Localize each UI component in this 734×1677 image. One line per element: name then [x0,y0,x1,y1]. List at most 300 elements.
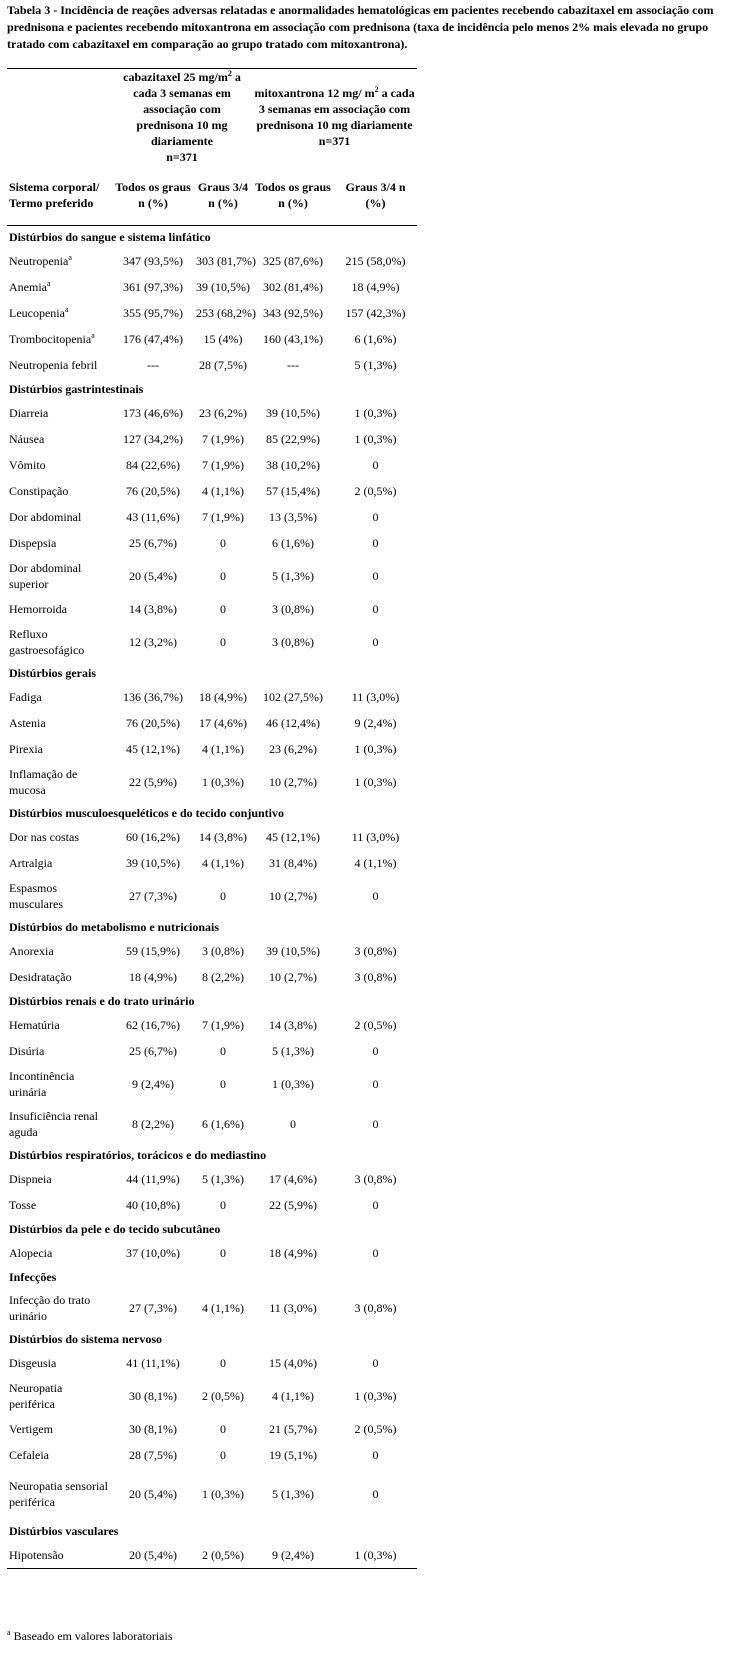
table-row [7,530,417,556]
value-cell: 2 (0,5%) [194,1542,252,1569]
value-cell: 9 (2,4%) [132,1077,174,1091]
column-header-grade34-2: Graus 3/4 n (%) [334,165,417,226]
term-text: Neutropenia febril [9,358,98,372]
arm2-sup: 2 [374,85,379,94]
term-text: Neutropenia [9,254,69,268]
term-text: Cefaleia [9,1448,49,1462]
value-cell: 39 (10,5%) [126,856,180,870]
value-cell: 173 (46,6%) [123,406,183,420]
arm1-sup: 2 [227,69,232,78]
category-row [7,802,417,824]
value-cell: 0 [220,569,226,583]
term-cell [7,736,112,762]
table-row [7,326,417,352]
value-cell: 4 (1,1%) [202,856,244,870]
value-cell: 28 (7,5%) [199,358,247,372]
term-cell [7,530,112,556]
value-cell: 0 [372,1448,379,1462]
term-cell [7,452,112,478]
category-row [7,1328,417,1350]
value-cell: 18 (4,9%) [199,690,247,704]
value-cell: 9 (2,4%) [252,1542,334,1569]
table-row [7,352,417,378]
value-cell: 84 (22,6%) [126,458,180,472]
term-text: Fadiga [9,690,42,704]
value-cell: 3 (0,8%) [354,1172,397,1186]
value-cell: 62 (16,7%) [126,1018,180,1032]
table-row [7,1240,417,1266]
table-row [7,504,417,530]
category-row [7,990,417,1012]
term-text: Constipação [9,484,69,498]
value-cell: 0 [372,1356,379,1370]
term-cell [7,274,112,300]
value-cell: 0 [220,889,226,903]
value-cell: 15 (4%) [203,332,243,346]
term-text: Artralgia [9,856,53,870]
value-cell: 302 (81,4%) [263,280,323,294]
value-cell: 39 (10,5%) [266,944,320,958]
category-label: Distúrbios renais e do trato urinário [9,994,195,1008]
table-row [7,1038,417,1064]
category-label: Distúrbios gerais [9,666,96,680]
category-row [7,1266,417,1288]
value-cell: 5 (1,3%) [354,358,397,372]
value-cell: 4 (1,1%) [202,1301,244,1315]
value-cell: 6 (1,6%) [354,332,397,346]
category-label: Distúrbios do sangue e sistema linfático [9,230,211,244]
value-cell: 361 (97,3%) [123,280,183,294]
value-cell: 3 (0,8%) [272,602,314,616]
category-label: Distúrbios da pele e do tecido subcutâneo [9,1222,221,1236]
category-label: Distúrbios respiratórios, torácicos e do mediastino [9,1148,267,1162]
table-row [7,1442,417,1468]
value-cell: 60 (16,2%) [126,830,180,844]
value-cell: 0 [372,635,379,649]
category-row [7,226,417,249]
term-text: Disgeusia [9,1356,57,1370]
value-cell: 40 (10,8%) [126,1198,180,1212]
value-cell: 0 [372,458,379,472]
value-cell: 343 (92,5%) [263,306,323,320]
term-text: Náusea [9,432,45,446]
category-row [7,662,417,684]
value-cell: 8 (2,2%) [202,970,244,984]
value-cell: 14 (3,8%) [129,602,177,616]
value-cell: 27 (7,3%) [129,889,177,903]
value-cell: 0 [372,1044,379,1058]
term-cell [7,326,112,352]
value-cell: 30 (8,1%) [129,1422,177,1436]
term-cell [7,938,112,964]
term-cell [7,1064,112,1104]
value-cell: 0 [372,510,379,524]
term-text: Vômito [9,458,46,472]
value-cell: 1 (0,3%) [202,775,244,789]
table-row [7,736,417,762]
value-cell: 0 [220,1246,226,1260]
term-cell [7,824,112,850]
term-text: Dor abdominal [9,510,82,524]
table-row [7,596,417,622]
value-cell: 0 [220,1044,226,1058]
term-cell [7,1542,112,1569]
column-header-all-grades-1: Todos os graus n (%) [112,165,194,226]
value-cell: 4 (1,1%) [202,484,244,498]
value-cell: 355 (95,7%) [123,306,183,320]
value-cell: 5 (1,3%) [272,1487,314,1501]
category-row [7,1218,417,1240]
term-cell [7,684,112,710]
value-cell: 4 (1,1%) [202,742,244,756]
category-row [7,1520,417,1542]
value-cell: 10 (2,7%) [269,775,317,789]
value-cell: 43 (11,6%) [126,510,180,524]
value-cell: 23 (6,2%) [269,742,317,756]
value-cell: 3 (0,8%) [354,970,397,984]
term-cell [7,1240,112,1266]
column-header-term: Sistema corporal/ Termo preferido [7,165,112,226]
value-cell: 2 (0,5%) [354,1018,397,1032]
term-text: Neuropatia sensorial periférica [9,1479,108,1509]
term-text: Desidratação [9,970,72,984]
value-cell: 0 [220,1422,226,1436]
value-cell: 76 (20,5%) [126,484,180,498]
footnote-sup: a [7,1628,11,1637]
value-cell: 7 (1,9%) [202,1018,244,1032]
term-text: Inflamação de mucosa [9,767,78,797]
arm-header-mitoxantrona [252,69,417,166]
value-cell: 102 (27,5%) [263,690,323,704]
value-cell: 12 (3,2%) [129,635,177,649]
arm1-line2: a cada 3 semanas em associação com prednisona 10 mg diariamente [133,70,241,148]
value-cell: 17 (4,6%) [269,1172,317,1186]
table-row [7,400,417,426]
table-row [7,1416,417,1442]
term-text: Diarreia [9,406,49,420]
term-cell [7,1468,112,1520]
value-cell: 160 (43,1%) [263,332,323,346]
table-row [7,1376,417,1416]
value-cell: 0 [372,1487,379,1501]
value-cell: 0 [372,1246,379,1260]
adverse-reactions-table [7,68,417,1569]
category-row [7,916,417,938]
term-text: Vertigem [9,1422,53,1436]
value-cell: 0 [220,602,226,616]
term-text: Anorexia [9,944,54,958]
term-cell [7,876,112,916]
term-footnote-marker: a [91,331,95,340]
value-cell: 46 (12,4%) [266,716,320,730]
value-cell: 0 [220,1356,226,1370]
term-cell [7,762,112,802]
value-cell: 22 (5,9%) [269,1198,317,1212]
term-text: Neuropatia periférica [9,1381,63,1411]
term-cell [7,504,112,530]
arm1-n: n=371 [166,150,198,164]
term-cell [7,1166,112,1192]
value-cell: 0 [372,569,379,583]
term-cell [7,964,112,990]
value-cell: 85 (22,9%) [266,432,320,446]
term-text: Dor abdominal superior [9,561,82,591]
value-cell: 215 (58,0%) [345,254,406,268]
arm-header-cabazitaxel [112,69,252,166]
value-cell: 10 (2,7%) [269,889,317,903]
term-text: Refluxo gastroesofágico [9,627,85,657]
value-cell: 325 (87,6%) [263,254,323,268]
value-cell: 5 (1,3%) [272,569,314,583]
footnote-text: Baseado em valores laboratoriais [10,1629,173,1643]
table-footnote [7,1628,173,1644]
value-cell: 6 (1,6%) [202,1117,244,1131]
arm2-n: n=371 [318,134,351,148]
value-cell: 27 (7,3%) [129,1301,177,1315]
value-cell: 31 (8,4%) [269,856,317,870]
value-cell: 0 [372,536,379,550]
value-cell: 14 (3,8%) [269,1018,317,1032]
table-row [7,478,417,504]
table-row [7,1350,417,1376]
table-row [7,1542,417,1569]
value-cell: 20 (5,4%) [129,569,177,583]
term-text: Espasmos musculares [9,881,63,911]
term-cell [7,1376,112,1416]
value-cell: 7 (1,9%) [202,458,244,472]
table-row [7,964,417,990]
term-cell [7,400,112,426]
table-row [7,1012,417,1038]
value-cell: 19 (5,1%) [269,1448,317,1462]
arm-header-row [7,69,417,166]
value-cell: 253 (68,2%) [196,306,256,320]
term-text: Tosse [9,1198,37,1212]
table-row [7,426,417,452]
table-row [7,1104,417,1144]
table-row [7,556,417,596]
value-cell: 0 [220,1077,226,1091]
term-text: Trombocitopenia [9,332,92,346]
term-text: Hipotensão [9,1548,64,1562]
value-cell: 1 (0,3%) [202,1487,244,1501]
term-cell [7,1192,112,1218]
category-label: Distúrbios vasculares [9,1524,119,1538]
term-cell [7,248,112,274]
term-text: Dor nas costas [9,830,79,844]
value-cell: 5 (1,3%) [272,1044,314,1058]
value-cell: 17 (4,6%) [199,716,247,730]
term-cell [7,1288,112,1328]
category-row [7,1144,417,1166]
term-text: Anemia [9,280,47,294]
term-cell [7,556,112,596]
value-cell: 1 (0,3%) [354,1389,397,1403]
column-header-row [7,165,417,226]
value-cell: --- [287,358,299,372]
table-caption-text: - Incidência de reações adversas relatadas e anormalidades hematológicas em pacientes recebendo cabazitaxel em associação com prednisona e pacientes recebendo mitoxantrona em associação com prednisona (taxa de incidência pelo menos 2% mais elevada no grupo tratado com cabazitaxel em comparação ao grupo tratado com mitoxantrona). [7,3,714,51]
value-cell: --- [147,358,159,372]
term-cell [7,352,112,378]
value-cell: 11 (3,0%) [351,830,400,844]
term-cell [7,1104,112,1144]
value-cell: 2 (0,5%) [354,1422,397,1436]
value-cell: 0 [372,602,379,616]
arm2-line1: mitoxantrona 12 mg/ m [254,86,375,100]
category-row [7,378,417,400]
table-row [7,824,417,850]
category-label: Distúrbios do metabolismo e nutricionais [9,920,220,934]
value-cell: 25 (6,7%) [129,536,177,550]
table-row [7,938,417,964]
value-cell: 3 (0,8%) [202,944,244,958]
value-cell: 6 (1,6%) [272,536,314,550]
term-footnote-marker: a [64,305,69,314]
value-cell: 2 (0,5%) [354,484,397,498]
value-cell: 1 (0,3%) [272,1077,314,1091]
value-cell: 4 (1,1%) [272,1389,314,1403]
value-cell: 18 (4,9%) [129,970,177,984]
value-cell: 9 (2,4%) [354,716,397,730]
term-text: Pirexia [9,742,43,756]
value-cell: 8 (2,2%) [132,1117,174,1131]
term-cell [7,1350,112,1376]
category-label: Distúrbios do sistema nervoso [9,1332,163,1346]
value-cell: 1 (0,3%) [354,406,397,420]
value-cell: 1 (0,3%) [354,432,397,446]
value-cell: 0 [372,1077,379,1091]
value-cell: 3 (0,8%) [354,1301,397,1315]
value-cell: 127 (34,2%) [123,432,183,446]
column-header-grade34-1: Graus 3/4 n (%) [194,165,252,226]
table-row [7,850,417,876]
table-row [7,876,417,916]
value-cell: 2 (0,5%) [202,1389,244,1403]
table-row [7,248,417,274]
value-cell: 7 (1,9%) [202,510,244,524]
value-cell: 59 (15,9%) [126,944,180,958]
value-cell: 0 [220,536,226,550]
value-cell: 18 (4,9%) [351,280,400,294]
table-row [7,274,417,300]
value-cell: 21 (5,7%) [269,1422,317,1436]
value-cell: 44 (11,9%) [126,1172,180,1186]
term-text: Astenia [9,716,46,730]
value-cell: 76 (20,5%) [126,716,180,730]
value-cell: 45 (12,1%) [266,830,320,844]
value-cell: 7 (1,9%) [202,432,244,446]
value-cell: 5 (1,3%) [202,1172,244,1186]
value-cell: 0 [372,889,379,903]
term-footnote-marker: a [47,279,51,288]
value-cell: 0 [220,1448,226,1462]
value-cell: 0 [220,635,226,649]
term-cell [7,1012,112,1038]
value-cell: 37 (10,0%) [126,1246,180,1260]
table-caption [7,2,731,53]
value-cell: 1 (0,3%) [354,775,397,789]
value-cell: 0 [372,1198,379,1212]
value-cell: 11 (3,0%) [269,1301,317,1315]
term-cell [7,850,112,876]
arm2-line2: a cada 3 semanas em associação com prednisona 10 mg diariamente [256,86,415,132]
value-cell: 303 (81,7%) [196,254,256,268]
table-row [7,1166,417,1192]
value-cell: 4 (1,1%) [354,856,397,870]
term-cell [7,710,112,736]
table-row [7,1468,417,1520]
value-cell: 0 [372,1117,379,1131]
value-cell: 57 (15,4%) [266,484,320,498]
value-cell: 3 (0,8%) [354,944,397,958]
term-cell [7,478,112,504]
value-cell: 0 [290,1117,296,1131]
term-text: Leucopenia [9,306,65,320]
table-row [7,1288,417,1328]
column-header-all-grades-2: Todos os graus n (%) [252,165,334,226]
value-cell: 176 (47,4%) [123,332,183,346]
value-cell: 347 (93,5%) [123,254,183,268]
value-cell: 39 (10,5%) [266,406,320,420]
term-text: Alopecia [9,1246,53,1260]
category-label: Distúrbios musculoesqueléticos e do tecido conjuntivo [9,806,285,820]
value-cell: 23 (6,2%) [199,406,247,420]
value-cell: 10 (2,7%) [269,970,317,984]
term-cell [7,1442,112,1468]
table-row [7,710,417,736]
value-cell: 14 (3,8%) [199,830,247,844]
category-label: Infecções [9,1270,57,1284]
term-text: Infecção do trato urinário [9,1293,91,1323]
value-cell: 157 (42,3%) [345,306,406,320]
term-text: Incontinência urinária [9,1069,75,1099]
value-cell: 30 (8,1%) [129,1389,177,1403]
value-cell: 15 (4,0%) [269,1356,317,1370]
value-cell: 45 (12,1%) [126,742,180,756]
term-text: Insuficiência renal aguda [9,1109,98,1139]
term-cell [7,622,112,662]
value-cell: 11 (3,0%) [351,690,400,704]
table-row [7,762,417,802]
term-text: Dispneia [9,1172,52,1186]
term-cell [7,426,112,452]
table-row [7,1192,417,1218]
value-cell: 18 (4,9%) [269,1246,317,1260]
table-body [7,226,417,1569]
table-row [7,300,417,326]
value-cell: 41 (11,1%) [126,1356,180,1370]
value-cell: 25 (6,7%) [129,1044,177,1058]
category-label: Distúrbios gastrintestinais [9,382,144,396]
table-row [7,1064,417,1104]
term-footnote-marker: a [68,253,72,262]
value-cell: 20 (5,4%) [112,1542,194,1569]
term-text: Disúria [9,1044,45,1058]
value-cell: 13 (3,5%) [269,510,317,524]
value-cell: 136 (36,7%) [123,690,183,704]
term-cell [7,300,112,326]
value-cell: 3 (0,8%) [272,635,314,649]
value-cell: 28 (7,5%) [129,1448,177,1462]
term-text: Hemorroida [9,602,67,616]
value-cell: 20 (5,4%) [129,1487,177,1501]
header-empty-cell [7,69,112,166]
table-row [7,622,417,662]
table-row [7,452,417,478]
term-text: Hematúria [9,1018,60,1032]
value-cell: 1 (0,3%) [354,742,397,756]
value-cell: 0 [220,1198,226,1212]
